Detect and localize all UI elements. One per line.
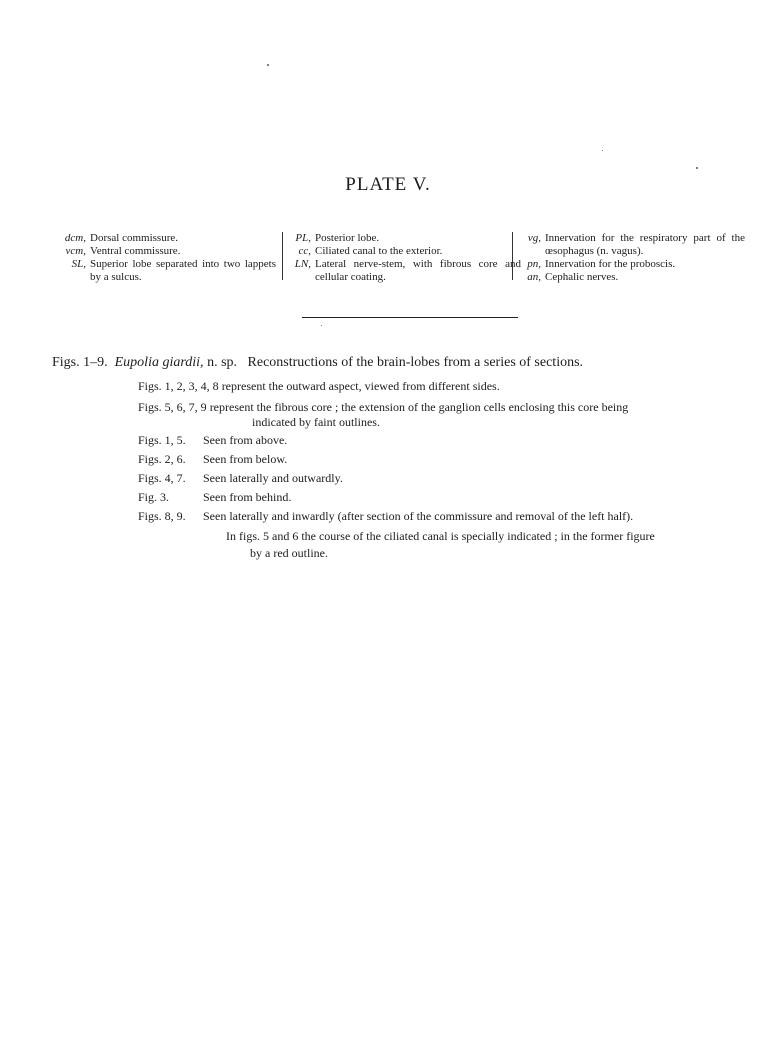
legend-entry bbox=[58, 245, 276, 258]
detail-label: Figs. 2, 6. bbox=[138, 452, 186, 466]
caption-species: Eupolia giardii, bbox=[114, 355, 204, 370]
detail-label: Figs. 4, 7. bbox=[138, 471, 186, 485]
detail-text: Seen laterally and inwardly (after section of the commissure and removal of the left half). bbox=[203, 509, 634, 523]
speck bbox=[267, 64, 269, 66]
detail-line bbox=[138, 452, 287, 467]
legend-def: Innervation for the proboscis. bbox=[545, 258, 676, 270]
detail-text: represent the outward aspect, viewed from different sides. bbox=[221, 379, 500, 393]
speck bbox=[602, 150, 603, 151]
legend-entry bbox=[519, 271, 745, 284]
note-text: In figs. 5 and 6 the course of the ciliated canal is specially indicated ; in the former figure bbox=[226, 529, 655, 543]
detail-label: Figs. 1, 5. bbox=[138, 433, 186, 447]
legend-def: Ciliated canal to the exterior. bbox=[315, 245, 443, 257]
legend-def: Ventral commissure. bbox=[90, 245, 181, 257]
detail-line bbox=[138, 471, 343, 486]
detail-text: Seen from below. bbox=[203, 452, 288, 466]
legend-abbr: pn, bbox=[527, 258, 541, 270]
detail-text: Seen laterally and outwardly. bbox=[203, 471, 343, 485]
legend-entry bbox=[58, 232, 276, 245]
legend-abbr: vcm, bbox=[65, 245, 86, 257]
legend-def: Posterior lobe. bbox=[315, 232, 380, 244]
detail-line bbox=[252, 415, 380, 430]
legend-entry bbox=[289, 258, 521, 284]
caption-sp: n. sp. bbox=[207, 355, 238, 370]
figure-caption bbox=[52, 355, 752, 371]
legend-abbr: an, bbox=[527, 271, 541, 283]
detail-text: Seen from behind. bbox=[203, 490, 292, 504]
speck bbox=[321, 325, 322, 326]
legend-def: Lateral nerve-stem, with fibrous core and cellular coating. bbox=[315, 258, 521, 283]
legend-abbr: LN, bbox=[294, 258, 311, 270]
legend-entry bbox=[289, 232, 521, 245]
legend-abbr: cc, bbox=[298, 245, 311, 257]
detail-label: Figs. 5, 6, 7, 9 bbox=[138, 400, 207, 414]
detail-line bbox=[138, 490, 291, 505]
detail-line bbox=[138, 509, 633, 524]
detail-text: indicated by faint outlines. bbox=[252, 415, 380, 429]
speck bbox=[696, 167, 698, 169]
legend-def: Cephalic nerves. bbox=[545, 271, 619, 283]
legend-def: Dorsal commissure. bbox=[90, 232, 178, 244]
legend-abbr: vg, bbox=[527, 232, 541, 244]
legend-column-3 bbox=[512, 232, 745, 283]
legend-def: Superior lobe separated into two lappets by a sulcus. bbox=[90, 258, 276, 283]
detail-label: Figs. 8, 9. bbox=[138, 509, 186, 523]
legend-column-2 bbox=[282, 232, 521, 283]
note-line bbox=[250, 546, 328, 561]
legend-column-1 bbox=[58, 232, 276, 284]
detail-text: Seen from above. bbox=[203, 433, 288, 447]
legend-abbr: PL, bbox=[295, 232, 311, 244]
legend-entry bbox=[519, 258, 745, 271]
legend-abbr: SL, bbox=[71, 258, 86, 270]
note-line bbox=[226, 529, 655, 544]
note-text: by a red outline. bbox=[250, 546, 328, 560]
detail-line bbox=[138, 433, 287, 448]
caption-text: Reconstructions of the brain-lobes from a series of sections. bbox=[247, 355, 584, 370]
detail-text: represent the fibrous core ; the extension of the ganglion cells enclosing this core being bbox=[209, 400, 629, 414]
legend-def: Innervation for the respiratory part of the œsophagus (n. vagus). bbox=[545, 232, 745, 257]
legend-entry bbox=[289, 245, 521, 258]
legend-entry bbox=[519, 232, 745, 258]
detail-label: Figs. 1, 2, 3, 4, 8 bbox=[138, 379, 219, 393]
legend-abbr: dcm, bbox=[64, 232, 86, 244]
caption-figs: Figs. 1–9. bbox=[52, 355, 108, 370]
detail-label: Fig. 3. bbox=[138, 490, 170, 504]
plate-title: PLATE V. bbox=[345, 174, 431, 195]
detail-line bbox=[138, 379, 500, 394]
legend-entry bbox=[58, 258, 276, 284]
detail-line bbox=[138, 400, 628, 415]
horizontal-rule bbox=[302, 317, 518, 318]
